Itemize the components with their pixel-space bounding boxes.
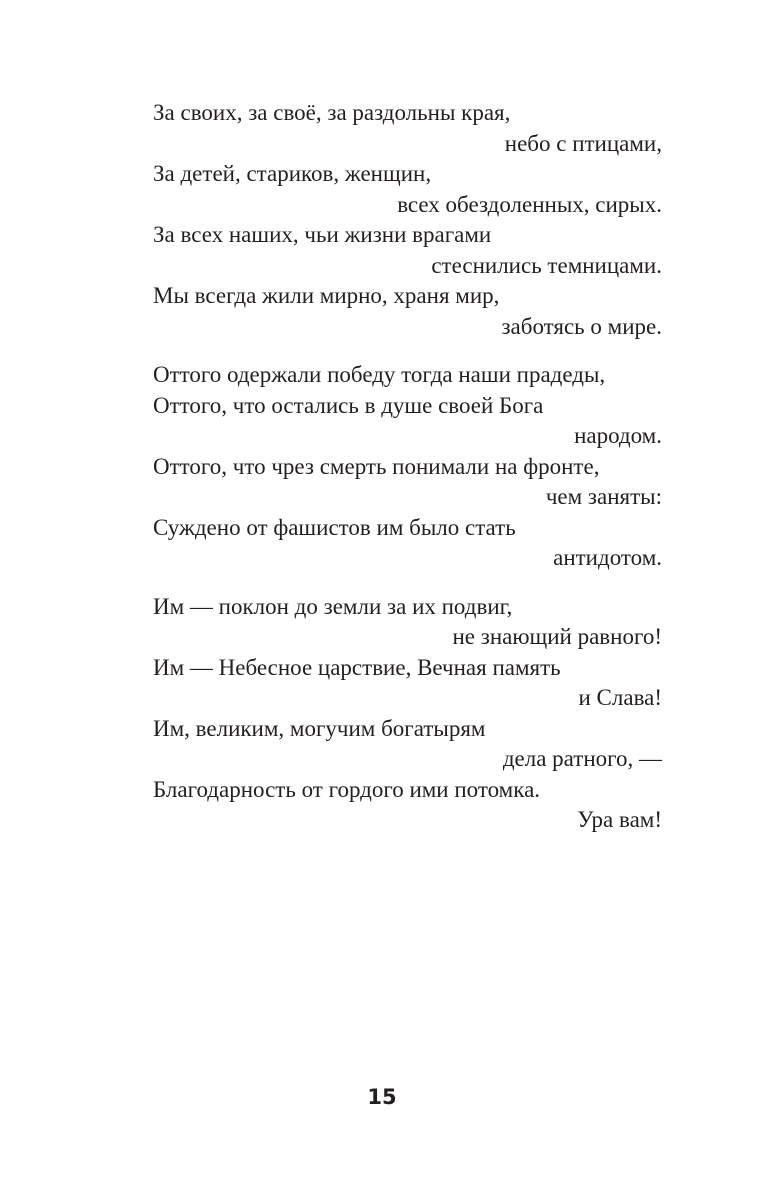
poem — [153, 98, 662, 836]
poem-line-continuation: небо с птицами, — [504, 130, 662, 156]
poem-line-continuation: чем заняты: — [545, 484, 662, 509]
page-number: 15 — [367, 1085, 397, 1109]
poem-line: За своих, за своё, за раздольны края, — [153, 100, 511, 125]
poem-line: Оттого, что чрез смерть понимали на фронте, — [153, 453, 600, 479]
poem-line-continuation: всех обездоленных, сирых. — [397, 191, 662, 217]
poem-line-continuation: Ура вам! — [577, 807, 662, 832]
poem-line-continuation: заботясь о мире. — [501, 313, 662, 339]
stanza-3 — [153, 592, 662, 836]
poem-line: Оттого, что остались в душе своей Бога — [153, 392, 544, 418]
poem-line-continuation: не знающий равного! — [452, 624, 662, 649]
poem-line: Им — Небесное царствие, Вечная память — [153, 654, 561, 680]
poem-line: Им, великим, могучим богатырям — [153, 715, 486, 741]
poem-line: Им — поклон до земли за их подвиг, — [153, 593, 513, 619]
poem-line-continuation: антидотом. — [553, 545, 662, 570]
stanza-1 — [153, 98, 662, 342]
poem-line: Мы всегда жили мирно, храня мир, — [153, 283, 500, 308]
poem-line: Суждено от фашистов им было стать — [153, 514, 516, 540]
poem-line: Благодарность от гордого ими потомка. — [153, 776, 541, 802]
poem-line: За всех наших, чьи жизни врагами — [153, 222, 492, 247]
poem-line-continuation: народом. — [574, 423, 662, 448]
poem-line-continuation: стеснились темницами. — [431, 252, 662, 278]
stanza-2 — [153, 360, 662, 574]
poem-line: За детей, стариков, женщин, — [153, 161, 432, 186]
poem-line: Оттого одержали победу тогда наши прадеды, — [153, 362, 606, 387]
poem-line-continuation: и Слава! — [578, 685, 662, 710]
poem-line-continuation: дела ратного, — — [502, 746, 662, 771]
